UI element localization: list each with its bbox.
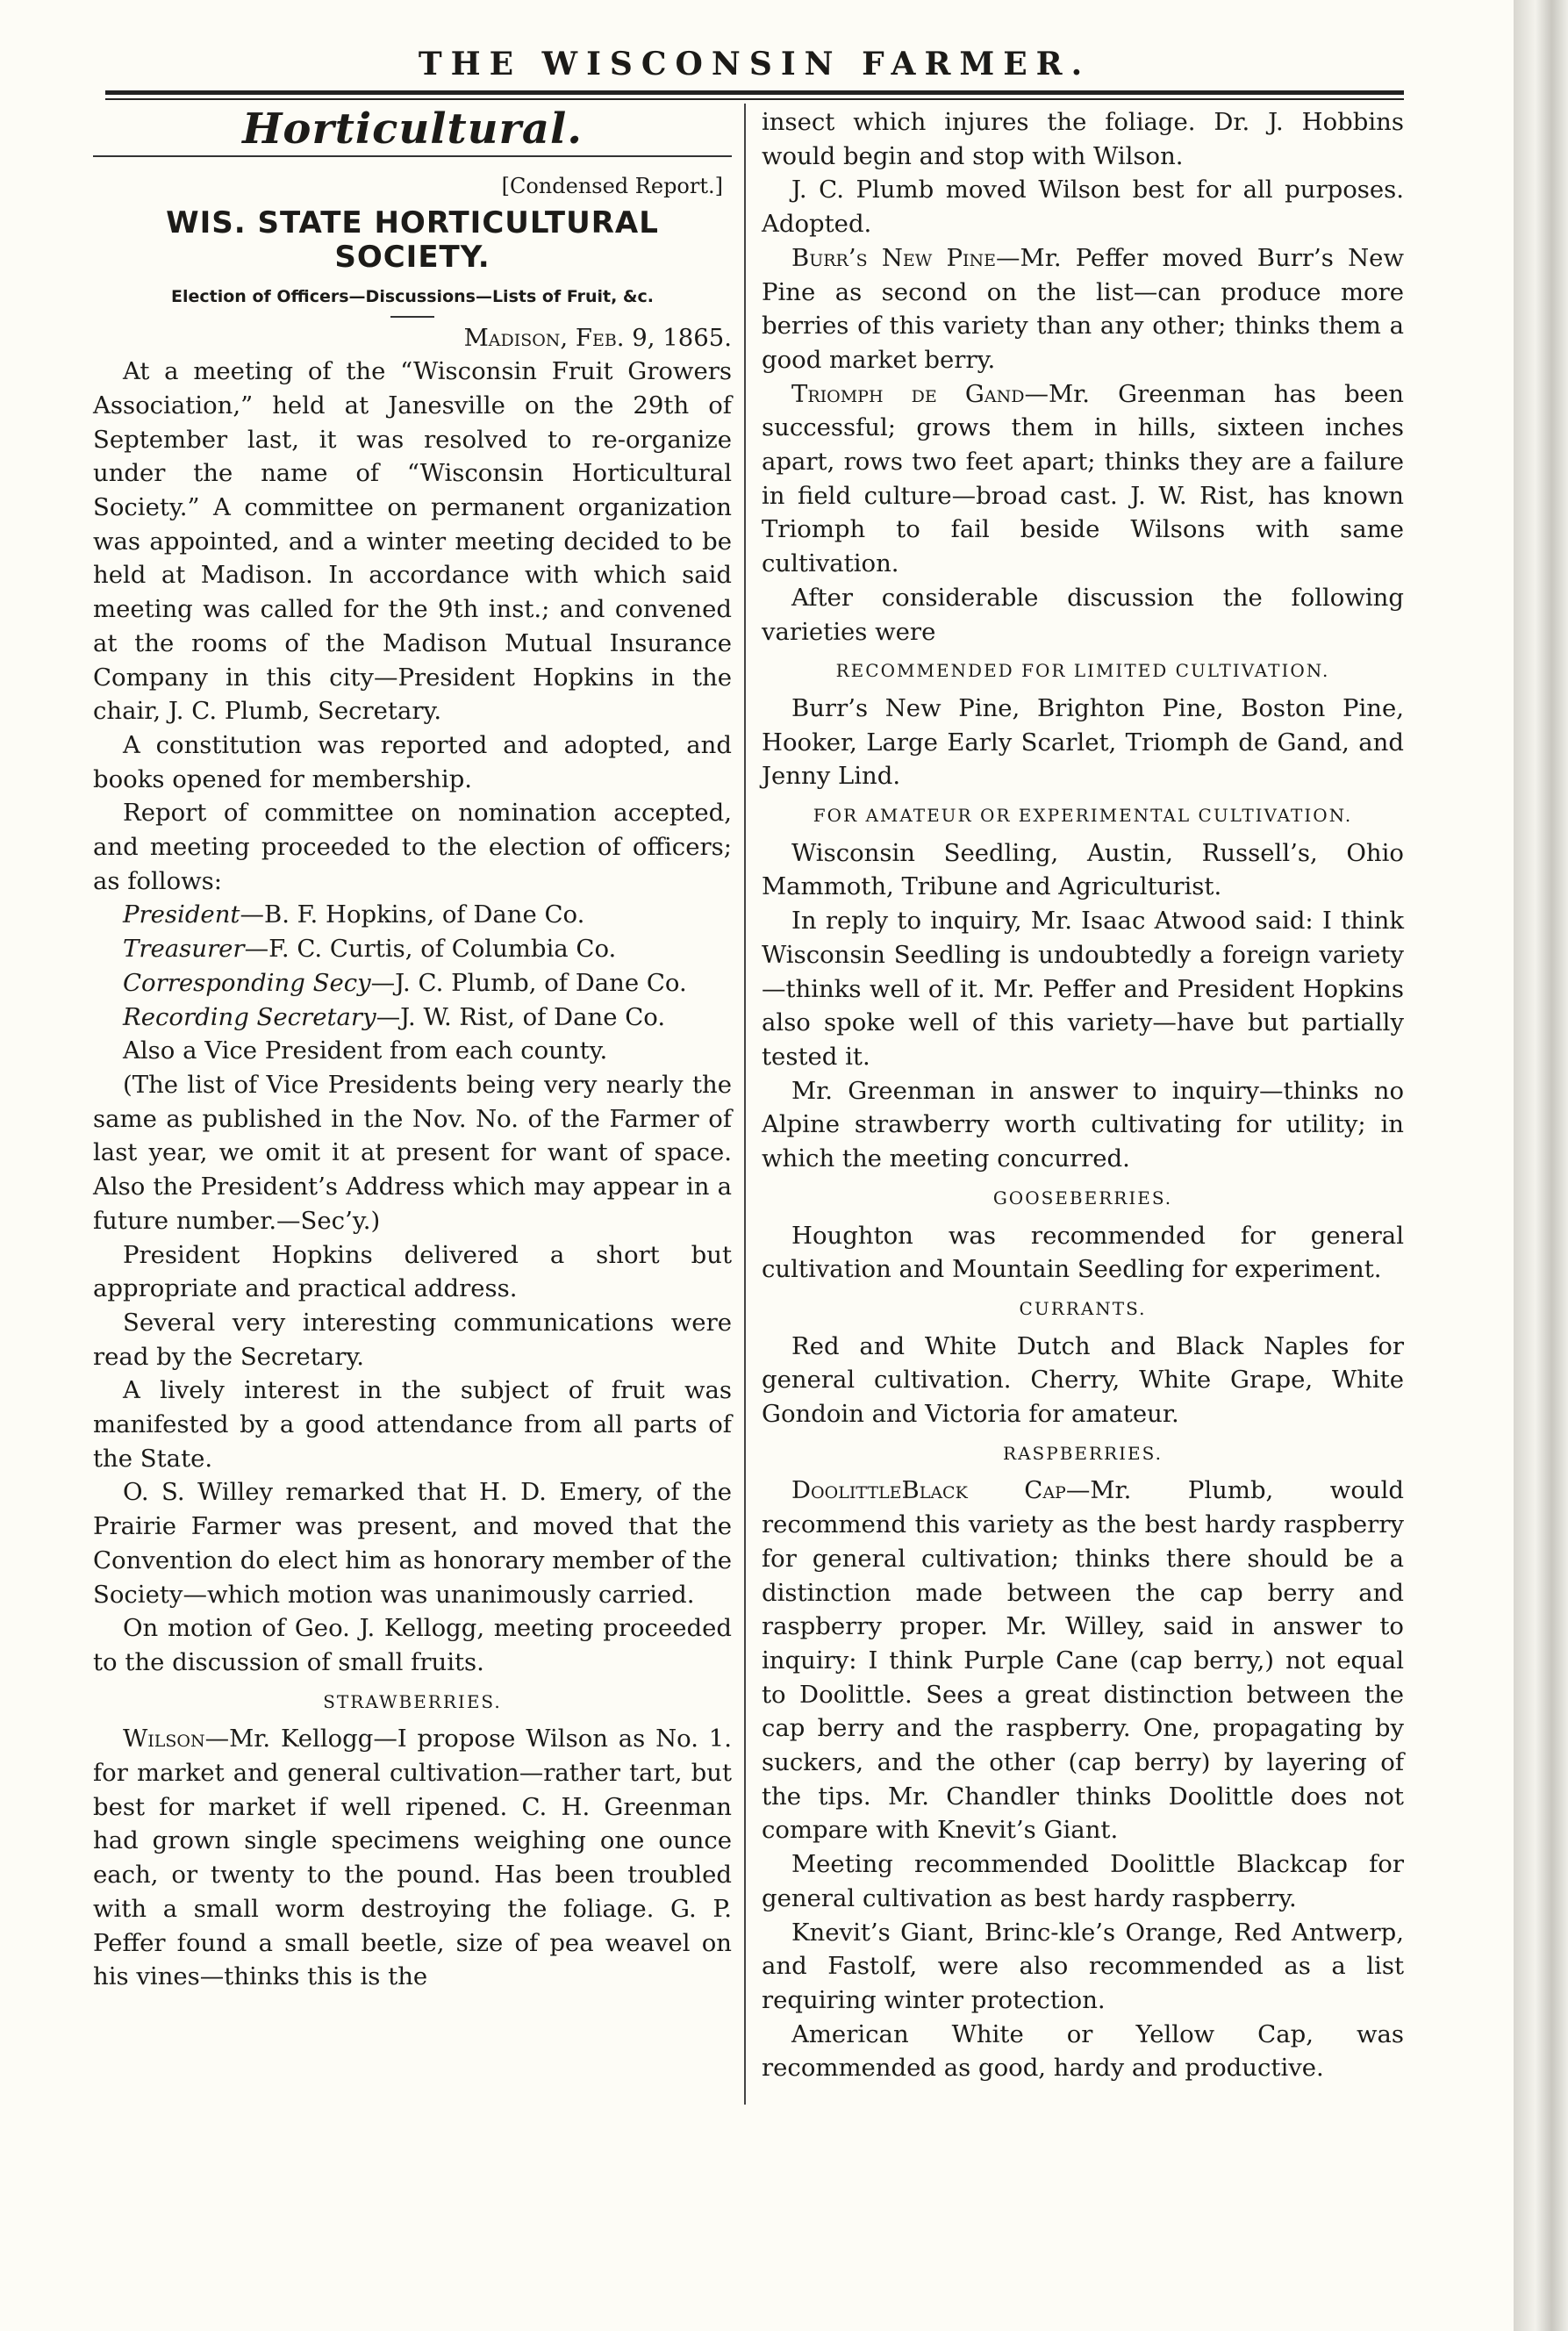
officer-treasurer: Treasurer—F. C. Curtis, of Columbia Co. [123,935,617,964]
paragraph: O. S. Willey remarked that H. D. Emery, of the Prairie Farmer was present, and moved that the Convention do elect him as honorary member of the Society—which motion was unanimously carried. [93,1478,732,1609]
section-heading-currants: CURRANTS. [1019,1297,1147,1319]
paragraph: Report of committee on nomination accepted, and meeting proceeded to the election of officers; as follows: [93,799,732,895]
paragraph: Several very interesting communications were read by the Secretary. [93,1308,732,1371]
officer-recording-secretary: Recording Secretary—J. W. Rist, of Dane Co. [123,1002,666,1031]
header-rule [105,90,1404,95]
paragraph: Mr. Greenman in answer to inquiry—thinks no Alpine strawberry worth cultivating for utility; in which the meeting concurred. [762,1076,1404,1173]
header-rule-thin [105,98,1404,100]
condensed-note: [Condensed Report.] [501,173,723,198]
section-heading-limited: RECOMMENDED FOR LIMITED CULTIVATION. [835,660,1330,682]
paragraph: Knevit’s Giant, Brinc-kle’s Orange, Red Antwerp, and Fastolf, were also recommended as a list requiring winter protection. [762,1918,1404,2014]
paragraph: At a meeting of the “Wisconsin Fruit Growers Association,” held at Janesville on the 29th of September last, it was resolved to re-organize under the name of “Wisconsin Horticultural Society.” A committee on permanent organization was appointed, and a winter meeting decided to be held at Madison. In accordance with which said meeting was called for the 9th inst.; and convened at the rooms of the Madison Mutual Insurance Company in this city—President Hopkins in the chair, J. C. Plumb, Secretary. [93,357,732,726]
paragraph: Houghton was recommended for general cultivation and Mountain Seedling for experiment. [762,1221,1404,1284]
paragraph: Wisconsin Seedling, Austin, Russell’s, Ohio Mammoth, Tribune and Agriculturist. [762,838,1404,901]
section-heading-raspberries: RASPBERRIES. [1003,1442,1163,1464]
column-separator [744,104,746,2105]
paragraph: (The list of Vice Presidents being very nearly the same as published in the Nov. No. of the Farmer of last year, we omit it at present for want of space. Also the President’s Address which may appear in a future number.—Sec’y.) [93,1070,732,1235]
article-subtitle: Election of Officers—Discussions—Lists of Fruit, &c. [171,286,654,306]
left-column [93,105,732,1994]
dateline: Madison, Feb. 9, 1865. [463,323,732,352]
section-heading-amateur: FOR AMATEUR OR EXPERIMENTAL CULTIVATION. [813,805,1353,827]
section-heading-strawberries: STRAWBERRIES. [323,1690,502,1712]
running-head: THE WISCONSIN FARMER. [418,46,1092,82]
paragraph: Meeting recommended Doolittle Blackcap for general cultivation as best hardy raspberry. [762,1850,1404,1912]
paragraph-doolittle: DoolittleBlack Cap—Mr. Plumb, would recommend this variety as the best hardy raspberry for general cultivation; thinks there should be a distinction made between the cap berry and raspberry proper. Mr. Willey, said in answer to inquiry: I think Purple Cane (cap berry,) not equal to Doolittle. Sees a great distinction between the cap berry and the raspberry. One, propagating by suckers, and the other (cap berry) by layering of the tips. Mr. Chandler thinks Doolittle does not compare with Knevit’s Giant. [762,1476,1404,1845]
paragraph: Also a Vice President from each county. [123,1036,608,1065]
paragraph-wilson: Wilson—Mr. Kellogg—I propose Wilson as No. 1. for market and general cultivation—rather tart, but best for market if well ripened. C. H. Greenman had grown single specimens weighing one ounce each, or twenty to the pound. Has been troubled with a small worm destroying the foliage. G. P. Peffer found a small beetle, size of pea weavel on his vines—thinks this is the [93,1725,732,1991]
paragraph: American White or Yellow Cap, was recommended as good, hardy and productive. [762,2019,1404,2083]
department-title: Horticultural. [242,104,583,154]
short-divider [390,316,434,318]
divider [93,155,732,157]
paragraph: On motion of Geo. J. Kellogg, meeting proceeded to the discussion of small fruits. [93,1614,732,1676]
article-title: WIS. STATE HORTICULTURAL SOCIETY. [166,205,659,276]
paragraph: A lively interest in the subject of fruit was manifested by a good attendance from all parts of the State. [93,1376,732,1473]
right-column [762,105,1404,2085]
paragraph: President Hopkins delivered a short but appropriate and practical address. [93,1240,732,1303]
paragraph: insect which injures the foliage. Dr. J. Hobbins would begin and stop with Wilson. [762,108,1404,170]
paragraph-burrs-new-pine: Burr’s New Pine—Mr. Peffer moved Burr’s New Pine as second on the list—can produce more berries of this variety than any other; thinks them a good market berry. [762,243,1404,374]
paragraph: Red and White Dutch and Black Naples for general cultivation. Cherry, White Grape, White Gondoin and Victoria for amateur. [762,1331,1404,1429]
paragraph: After considerable discussion the following varieties were [762,583,1404,646]
paragraph: In reply to inquiry, Mr. Isaac Atwood said: I think Wisconsin Seedling is undoubtedly a foreign variety—thinks well of it. Mr. Peffer and President Hopkins also spoke well of this variety—have but partially tested it. [762,907,1404,1071]
officer-corresponding-secretary: Corresponding Secy—J. C. Plumb, of Dane Co. [123,968,687,997]
section-heading-gooseberries: GOOSEBERRIES. [992,1187,1173,1209]
paragraph: A constitution was reported and adopted, and books opened for membership. [93,730,732,793]
page-edge [1514,0,1568,2331]
paragraph: Burr’s New Pine, Brighton Pine, Boston Pine, Hooker, Large Early Scarlet, Triomph de Gand, and Jenny Lind. [762,693,1404,791]
officer-president: President—B. F. Hopkins, of Dane Co. [123,900,585,929]
paragraph-triomph-de-gand: Triomph de Gand—Mr. Greenman has been successful; grows them in hills, sixteen inches apart, rows two feet apart; thinks they are a failure in field culture—broad cast. J. W. Rist, has known Triomph to fail beside Wilsons with same cultivation. [762,379,1405,578]
paragraph: J. C. Plumb moved Wilson best for all purposes. Adopted. [762,176,1404,239]
